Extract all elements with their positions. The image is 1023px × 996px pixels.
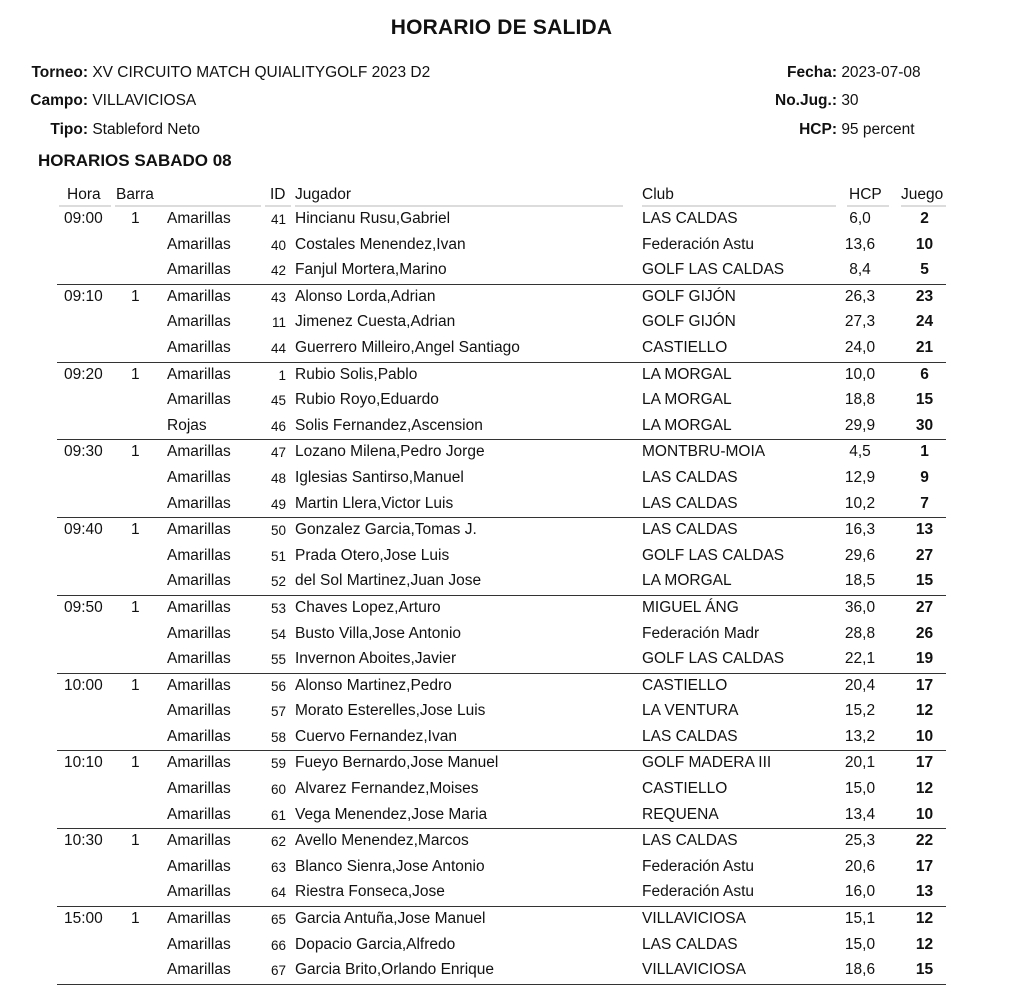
player-name-cell: Prada Otero,Jose Luis [295, 546, 450, 564]
club-cell: GOLF MADERA III [642, 754, 772, 772]
juego-cell: 30 [915, 416, 934, 434]
hcp-cell: 10,2 [844, 494, 876, 512]
column-header-jugador [295, 186, 351, 206]
torneo-value: XV CIRCUITO MATCH QUIALITYGOLF 2023 D2 [92, 64, 431, 81]
id-cell: 56 [270, 678, 286, 694]
juego-cell: 21 [915, 338, 934, 356]
tee-cell: Amarillas [167, 754, 231, 772]
tee-time-group [57, 518, 946, 596]
club-cell: LA VENTURA [642, 702, 739, 720]
tee-cell: Amarillas [167, 261, 231, 279]
id-cell: 52 [270, 574, 286, 590]
campo-label: Campo: [30, 92, 88, 109]
tee-time-group [57, 751, 946, 829]
table-row [57, 258, 946, 284]
column-header-id-text: ID [270, 186, 286, 203]
tipo-value: Stableford Neto [92, 121, 201, 138]
tee-time-group [57, 674, 946, 752]
club-cell: REQUENA [642, 805, 719, 823]
column-header-hcp [849, 186, 882, 206]
hcp-cell: 13,4 [844, 805, 876, 823]
club-cell: VILLAVICIOSA [642, 961, 746, 979]
club-cell: VILLAVICIOSA [642, 910, 746, 928]
id-cell: 67 [270, 963, 286, 979]
club-cell: MONTBRU-MOIA [642, 443, 766, 461]
id-cell: 45 [270, 393, 286, 409]
juego-cell: 13 [915, 521, 934, 539]
table-row [57, 725, 946, 751]
table-row [57, 855, 946, 881]
hcp-cell: 27,3 [844, 313, 876, 331]
tee-time-group [57, 907, 946, 985]
nojug-label: No.Jug.: [775, 92, 837, 109]
juego-cell: 10 [915, 235, 934, 253]
player-name-cell: Busto Villa,Jose Antonio [295, 624, 462, 642]
hora-cell: 10:10 [64, 754, 103, 772]
club-cell: LAS CALDAS [642, 494, 738, 512]
juego-cell: 13 [915, 883, 934, 901]
club-cell: CASTIELLO [642, 338, 728, 356]
id-cell: 61 [270, 807, 286, 823]
table-row [57, 622, 946, 648]
tee-time-group [57, 285, 946, 363]
tee-cell: Amarillas [167, 287, 231, 305]
column-header-hora-text: Hora [67, 186, 101, 203]
hcp-cell: 18,5 [844, 572, 876, 590]
tee-cell: Amarillas [167, 883, 231, 901]
player-name-cell: Vega Menendez,Jose Maria [295, 805, 488, 823]
column-header-club-text: Club [642, 186, 674, 203]
table-row [57, 492, 946, 518]
club-cell: LA MORGAL [642, 391, 732, 409]
juego-cell: 17 [915, 857, 934, 875]
player-name-cell: Alonso Martinez,Pedro [295, 676, 452, 694]
table-row [57, 958, 946, 984]
barra-cell: 1 [131, 910, 140, 928]
torneo-label: Torneo: [31, 64, 88, 81]
juego-cell: 5 [920, 261, 929, 279]
tee-time-group [57, 829, 946, 907]
id-cell: 60 [270, 782, 286, 798]
table-row [57, 388, 946, 414]
juego-cell: 1 [920, 443, 929, 461]
juego-cell: 23 [915, 287, 934, 305]
id-cell: 59 [270, 756, 286, 772]
table-row [57, 699, 946, 725]
juego-cell: 12 [915, 702, 934, 720]
club-cell: LAS CALDAS [642, 210, 738, 227]
tee-time-group [57, 440, 946, 518]
hcp-cell: 13,6 [844, 235, 876, 253]
barra-cell: 1 [131, 832, 140, 850]
juego-cell: 12 [915, 780, 934, 798]
hora-cell: 09:40 [64, 521, 103, 539]
column-header-hora [67, 186, 101, 206]
hcp-cell: 20,6 [844, 857, 876, 875]
player-name-cell: Riestra Fonseca,Jose [295, 883, 445, 901]
player-name-cell: Martin Llera,Victor Luis [295, 494, 454, 512]
club-cell: LA MORGAL [642, 365, 732, 383]
tee-cell: Amarillas [167, 805, 231, 823]
id-cell: 55 [270, 652, 286, 668]
hcp-cell: 13,2 [844, 727, 876, 745]
hcp-cell: 4,5 [849, 443, 871, 461]
id-cell: 1 [278, 367, 286, 383]
column-header-barra-text: Barra [116, 186, 154, 203]
club-cell: GOLF GIJÓN [642, 287, 736, 305]
column-header-hcp-text: HCP [849, 186, 882, 203]
tee-cell: Amarillas [167, 624, 231, 642]
player-name-cell: Avello Menendez,Marcos [295, 832, 469, 850]
meta-tipo [0, 121, 200, 139]
id-cell: 66 [270, 937, 286, 953]
club-cell: LAS CALDAS [642, 521, 738, 539]
player-name-cell: Chaves Lopez,Arturo [295, 598, 441, 616]
juego-cell: 10 [915, 805, 934, 823]
id-cell: 40 [270, 237, 286, 253]
id-cell: 64 [270, 885, 286, 901]
player-name-cell: Dopacio Garcia,Alfredo [295, 935, 456, 953]
tee-times-table [57, 207, 946, 985]
juego-cell: 24 [915, 313, 934, 331]
tee-cell: Amarillas [167, 443, 231, 461]
juego-cell: 7 [920, 494, 929, 512]
club-cell: LAS CALDAS [642, 468, 738, 486]
id-cell: 63 [270, 859, 286, 875]
hcp-cell: 24,0 [844, 338, 876, 356]
club-cell: GOLF GIJÓN [642, 313, 736, 331]
meta-hcp [701, 121, 915, 139]
club-cell: CASTIELLO [642, 780, 728, 798]
tee-cell: Amarillas [167, 961, 231, 979]
club-cell: Federación Astu [642, 883, 755, 901]
hora-cell: 09:30 [64, 443, 103, 461]
juego-cell: 10 [915, 727, 934, 745]
tee-cell: Amarillas [167, 313, 231, 331]
table-row [57, 414, 946, 440]
nojug-value: 30 [841, 92, 859, 109]
tee-time-group [57, 207, 946, 285]
club-cell: LAS CALDAS [642, 727, 738, 745]
tee-cell: Amarillas [167, 857, 231, 875]
tee-cell: Amarillas [167, 546, 231, 564]
juego-cell: 2 [920, 210, 929, 227]
barra-cell: 1 [131, 598, 140, 616]
player-name-cell: Alonso Lorda,Adrian [295, 287, 436, 305]
tee-cell: Amarillas [167, 702, 231, 720]
hcp-cell: 15,2 [844, 702, 876, 720]
table-row [57, 440, 946, 466]
table-row [57, 285, 946, 311]
player-name-cell: Jimenez Cuesta,Adrian [295, 313, 456, 331]
id-cell: 44 [270, 340, 286, 356]
player-name-cell: Invernon Aboites,Javier [295, 650, 457, 668]
hcp-cell: 25,3 [844, 832, 876, 850]
table-row [57, 674, 946, 700]
player-name-cell: Solis Fernandez,Ascension [295, 416, 483, 434]
player-name-cell: Costales Menendez,Ivan [295, 235, 466, 253]
club-cell: GOLF LAS CALDAS [642, 546, 785, 564]
hcp-cell: 29,9 [844, 416, 876, 434]
id-cell: 57 [270, 704, 286, 720]
player-name-cell: Rubio Solis,Pablo [295, 365, 418, 383]
juego-cell: 15 [915, 572, 934, 590]
juego-cell: 15 [915, 391, 934, 409]
tee-cell: Amarillas [167, 780, 231, 798]
table-row [57, 777, 946, 803]
hcp-cell: 26,3 [844, 287, 876, 305]
juego-cell: 9 [920, 468, 929, 486]
hcp-cell: 15,0 [844, 935, 876, 953]
id-cell: 50 [270, 523, 286, 539]
column-header-club [642, 186, 674, 206]
tee-cell: Amarillas [167, 365, 231, 383]
barra-cell: 1 [131, 676, 140, 694]
club-cell: LAS CALDAS [642, 832, 738, 850]
club-cell: Federación Astu [642, 857, 755, 875]
club-cell: CASTIELLO [642, 676, 728, 694]
column-header-barra [116, 186, 154, 206]
table-row [57, 336, 946, 362]
juego-cell: 22 [915, 832, 934, 850]
hcp-value: 95 percent [841, 121, 915, 138]
hcp-cell: 20,1 [844, 754, 876, 772]
id-cell: 62 [270, 834, 286, 850]
hcp-cell: 6,0 [849, 210, 871, 227]
fecha-label: Fecha: [787, 64, 837, 81]
club-cell: LA MORGAL [642, 572, 732, 590]
barra-cell: 1 [131, 754, 140, 772]
juego-cell: 12 [915, 935, 934, 953]
tee-cell: Amarillas [167, 468, 231, 486]
juego-cell: 12 [915, 910, 934, 928]
club-cell: LA MORGAL [642, 416, 732, 434]
column-header-jugador-text: Jugador [295, 186, 352, 203]
juego-cell: 27 [915, 546, 934, 564]
tee-cell: Amarillas [167, 572, 231, 590]
id-cell: 43 [270, 289, 286, 305]
tee-cell: Rojas [167, 416, 207, 434]
id-cell: 42 [270, 263, 286, 279]
id-cell: 49 [270, 496, 286, 512]
player-name-cell: Fanjul Mortera,Marino [295, 261, 447, 279]
tee-time-group [57, 596, 946, 674]
barra-cell: 1 [131, 443, 140, 461]
player-name-cell: Gonzalez Garcia,Tomas J. [295, 521, 477, 539]
juego-cell: 15 [915, 961, 934, 979]
table-row [57, 907, 946, 933]
table-row [57, 233, 946, 259]
tee-cell: Amarillas [167, 727, 231, 745]
table-row [57, 544, 946, 570]
table-row [57, 596, 946, 622]
player-name-cell: Hincianu Rusu,Gabriel [295, 210, 451, 227]
table-row [57, 751, 946, 777]
juego-cell: 27 [915, 598, 934, 616]
tee-cell: Amarillas [167, 391, 231, 409]
hora-cell: 15:00 [64, 910, 103, 928]
hcp-cell: 18,8 [844, 391, 876, 409]
player-name-cell: Garcia Brito,Orlando Enrique [295, 961, 495, 979]
hora-cell: 09:50 [64, 598, 103, 616]
hcp-cell: 12,9 [844, 468, 876, 486]
hcp-cell: 36,0 [844, 598, 876, 616]
player-name-cell: Alvarez Fernandez,Moises [295, 780, 479, 798]
barra-cell: 1 [131, 287, 140, 305]
campo-value: VILLAVICIOSA [92, 92, 197, 109]
juego-cell: 19 [915, 650, 934, 668]
player-name-cell: Morato Esterelles,Jose Luis [295, 702, 486, 720]
column-header-juego [901, 186, 943, 206]
section-title: HORARIOS SABADO 08 [38, 151, 232, 170]
tee-cell: Amarillas [167, 935, 231, 953]
juego-cell: 6 [920, 365, 929, 383]
tee-cell: Amarillas [167, 832, 231, 850]
hcp-cell: 8,4 [849, 261, 871, 279]
meta-torneo [0, 64, 430, 82]
tee-time-group [57, 363, 946, 441]
tee-cell: Amarillas [167, 598, 231, 616]
juego-cell: 26 [915, 624, 934, 642]
player-name-cell: Blanco Sienra,Jose Antonio [295, 857, 485, 875]
club-cell: MIGUEL ÁNG [642, 598, 739, 616]
table-row [57, 933, 946, 959]
club-cell: Federación Madr [642, 624, 760, 642]
page-title: HORARIO DE SALIDA [390, 16, 613, 39]
juego-cell: 17 [915, 754, 934, 772]
hcp-cell: 16,0 [844, 883, 876, 901]
table-row [57, 647, 946, 673]
player-name-cell: Guerrero Milleiro,Angel Santiago [295, 338, 520, 356]
tipo-label: Tipo: [50, 121, 88, 138]
id-cell: 65 [270, 912, 286, 928]
hcp-cell: 15,1 [844, 910, 876, 928]
table-row [57, 880, 946, 906]
meta-nojug [701, 92, 859, 110]
hcp-cell: 20,4 [844, 676, 876, 694]
player-name-cell: Garcia Antuña,Jose Manuel [295, 910, 486, 928]
table-row [57, 466, 946, 492]
hora-cell: 09:10 [64, 287, 103, 305]
tee-cell: Amarillas [167, 910, 231, 928]
hcp-cell: 16,3 [844, 521, 876, 539]
hcp-cell: 28,8 [844, 624, 876, 642]
meta-campo [0, 92, 196, 110]
player-name-cell: Cuervo Fernandez,Ivan [295, 727, 457, 745]
hcp-label: HCP: [799, 121, 837, 138]
table-row [57, 569, 946, 595]
table-row [57, 518, 946, 544]
table-row [57, 310, 946, 336]
hora-cell: 10:00 [64, 676, 103, 694]
tee-cell: Amarillas [167, 521, 231, 539]
hcp-cell: 22,1 [844, 650, 876, 668]
player-name-cell: Rubio Royo,Eduardo [295, 391, 439, 409]
id-cell: 47 [270, 445, 286, 461]
hcp-cell: 15,0 [844, 780, 876, 798]
tee-cell: Amarillas [167, 676, 231, 694]
hcp-cell: 29,6 [844, 546, 876, 564]
id-cell: 53 [270, 600, 286, 616]
barra-cell: 1 [131, 521, 140, 539]
id-cell: 41 [270, 212, 286, 227]
club-cell: Federación Astu [642, 235, 755, 253]
table-row [57, 207, 946, 233]
hcp-cell: 10,0 [844, 365, 876, 383]
barra-cell: 1 [131, 365, 140, 383]
id-cell: 11 [271, 315, 286, 331]
tee-cell: Amarillas [167, 210, 231, 227]
id-cell: 51 [270, 548, 286, 564]
table-row [57, 829, 946, 855]
column-header-id [270, 186, 286, 206]
table-row [57, 803, 946, 829]
player-name-cell: Lozano Milena,Pedro Jorge [295, 443, 485, 461]
club-cell: LAS CALDAS [642, 935, 738, 953]
id-cell: 54 [270, 626, 286, 642]
club-cell: GOLF LAS CALDAS [642, 261, 785, 279]
hcp-cell: 18,6 [844, 961, 876, 979]
table-row [57, 363, 946, 389]
tee-cell: Amarillas [167, 338, 231, 356]
hora-cell: 09:00 [64, 210, 103, 227]
hora-cell: 09:20 [64, 365, 103, 383]
id-cell: 48 [270, 470, 286, 486]
meta-fecha [701, 64, 921, 82]
hora-cell: 10:30 [64, 832, 103, 850]
barra-cell: 1 [131, 210, 140, 227]
player-name-cell: Iglesias Santirso,Manuel [295, 468, 464, 486]
tee-cell: Amarillas [167, 235, 231, 253]
club-cell: GOLF LAS CALDAS [642, 650, 785, 668]
juego-cell: 17 [915, 676, 934, 694]
tee-cell: Amarillas [167, 650, 231, 668]
id-cell: 58 [270, 729, 286, 745]
tee-cell: Amarillas [167, 494, 231, 512]
id-cell: 46 [270, 418, 286, 434]
fecha-value: 2023-07-08 [841, 64, 921, 81]
player-name-cell: del Sol Martinez,Juan Jose [295, 572, 482, 590]
player-name-cell: Fueyo Bernardo,Jose Manuel [295, 754, 499, 772]
column-header-juego-text: Juego [901, 186, 944, 203]
